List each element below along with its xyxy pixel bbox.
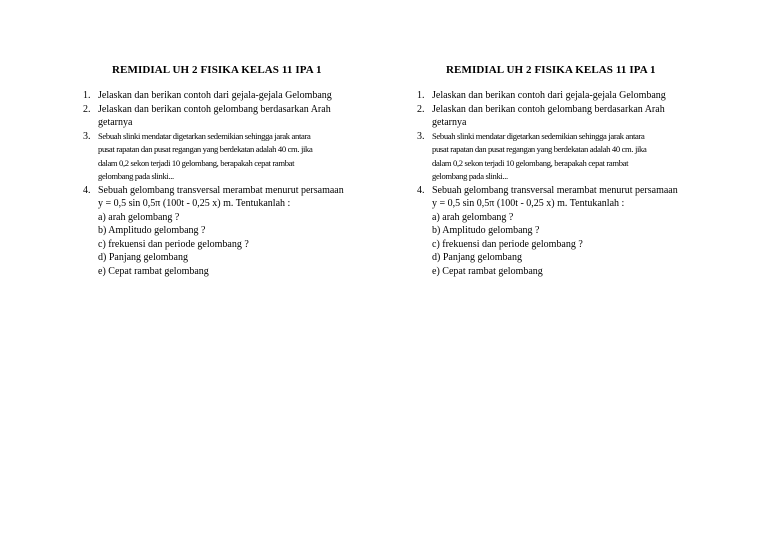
question-text: Jelaskan dan berikan contoh dari gejala-gejala Gelombang (432, 90, 666, 101)
question-2 (80, 103, 370, 130)
question-4 (414, 184, 704, 279)
sub-question-a: a) arah gelombang ? (98, 211, 180, 223)
question-number: 2. (417, 103, 425, 115)
question-text: Sebuah gelombang transversal merambat menurut persamaan (98, 184, 344, 196)
question-list (414, 89, 704, 278)
sub-question-e: e) Cepat rambat gelombang (432, 265, 543, 277)
question-text: gelombang pada slinki... (98, 171, 174, 181)
equation: y = 0,5 sin 0,5π (100t - 0,25 x) m. Tentukanlah : (98, 198, 291, 209)
sub-question-b: b) Amplitudo gelombang ? (98, 225, 206, 236)
question-1 (80, 89, 370, 103)
question-number: 2. (83, 103, 91, 115)
question-number: 1. (83, 90, 91, 101)
question-4 (80, 184, 370, 279)
worksheet-title: REMIDIAL UH 2 FISIKA KELAS 11 IPA 1 (446, 64, 656, 76)
question-2 (414, 103, 704, 130)
question-text: dalam 0,2 sekon terjadi 10 gelombang, berapakah cepat rambat (432, 157, 629, 168)
question-text: getarnya (432, 117, 467, 128)
question-3 (414, 130, 704, 184)
worksheet-title: REMIDIAL UH 2 FISIKA KELAS 11 IPA 1 (112, 64, 322, 76)
question-number: 3. (83, 130, 91, 142)
question-number: 3. (417, 130, 425, 142)
sub-question-c: c) frekuensi dan periode gelombang ? (432, 238, 583, 250)
sub-question-e: e) Cepat rambat gelombang (98, 265, 209, 277)
question-text: getarnya (98, 117, 133, 128)
question-text: Sebuah gelombang transversal merambat menurut persamaan (432, 184, 678, 196)
equation: y = 0,5 sin 0,5π (100t - 0,25 x) m. Tentukanlah : (432, 198, 625, 209)
question-text: pusat rapatan dan pusat regangan yang berdekatan adalah 40 cm. jika (98, 144, 313, 154)
sub-question-c: c) frekuensi dan periode gelombang ? (98, 238, 249, 250)
question-text: Jelaskan dan berikan contoh gelombang berdasarkan Arah (432, 103, 665, 115)
question-number: 1. (417, 90, 425, 101)
question-text: pusat rapatan dan pusat regangan yang berdekatan adalah 40 cm. jika (432, 144, 647, 154)
question-text: Sebuah slinki mendatar digetarkan sedemikian sehingga jarak antara (98, 130, 311, 141)
question-text: dalam 0,2 sekon terjadi 10 gelombang, berapakah cepat rambat (98, 157, 295, 168)
sub-question-b: b) Amplitudo gelombang ? (432, 225, 540, 236)
question-number: 4. (83, 184, 91, 196)
worksheet-right (414, 64, 704, 278)
question-text: gelombang pada slinki... (432, 171, 508, 181)
question-1 (414, 89, 704, 103)
worksheet-left (80, 64, 370, 278)
sub-question-d: d) Panjang gelombang (432, 252, 522, 263)
question-list (80, 89, 370, 278)
question-text: Sebuah slinki mendatar digetarkan sedemikian sehingga jarak antara (432, 130, 645, 141)
question-3 (80, 130, 370, 184)
question-text: Jelaskan dan berikan contoh gelombang berdasarkan Arah (98, 103, 331, 115)
question-text: Jelaskan dan berikan contoh dari gejala-gejala Gelombang (98, 90, 332, 101)
question-number: 4. (417, 184, 425, 196)
sub-question-d: d) Panjang gelombang (98, 252, 188, 263)
sub-question-a: a) arah gelombang ? (432, 211, 514, 223)
